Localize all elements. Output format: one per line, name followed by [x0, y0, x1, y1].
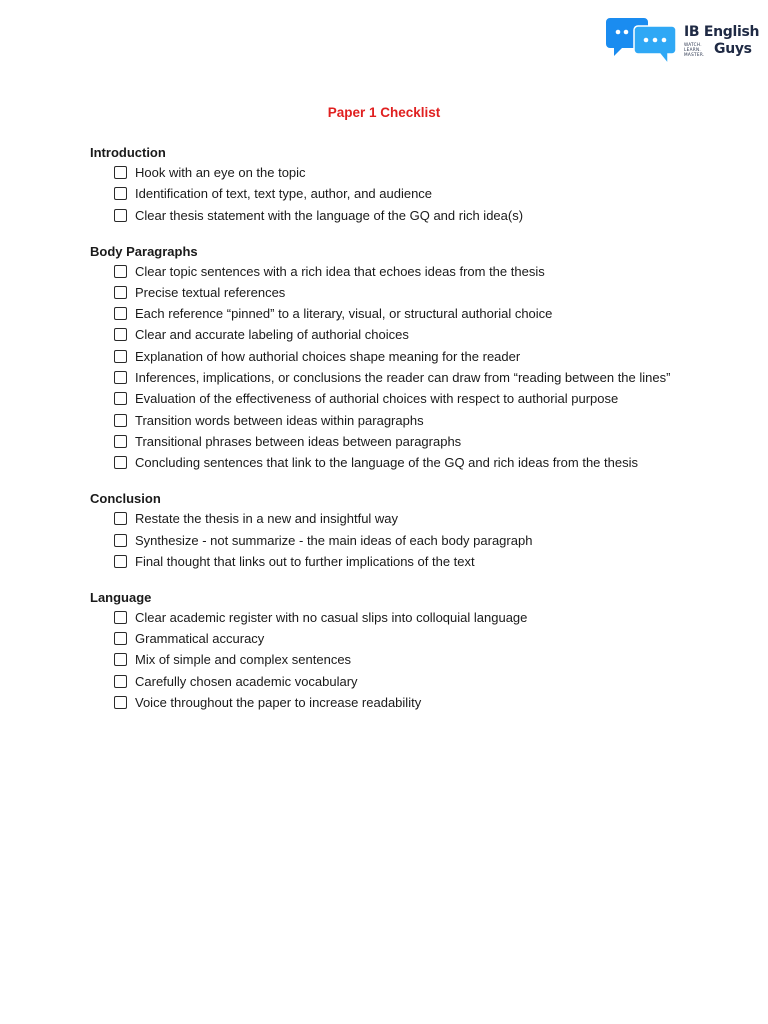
page-title: Paper 1 Checklist [327, 105, 441, 120]
checkbox[interactable] [114, 632, 127, 645]
checklist-item [90, 553, 680, 571]
section-heading: Body Paragraphs [90, 243, 198, 259]
checklist-item [90, 532, 680, 550]
item-label: Transition words between ideas within paragraphs [135, 412, 424, 428]
logo-name-line1: IB English [684, 24, 760, 40]
checklist-item [90, 390, 680, 408]
checkbox[interactable] [114, 371, 127, 384]
section-heading: Language [90, 589, 152, 605]
checklist [90, 144, 680, 730]
item-label: Precise textual references [135, 284, 286, 300]
checkbox[interactable] [114, 696, 127, 709]
item-label: Each reference “pinned” to a literary, visual, or structural authorial choice [135, 306, 553, 322]
checkbox[interactable] [114, 209, 127, 222]
item-label: Mix of simple and complex sentences [135, 652, 352, 668]
item-label: Synthesize - not summarize - the main ideas of each body paragraph [135, 532, 533, 548]
checkbox[interactable] [114, 555, 127, 568]
checkbox[interactable] [114, 307, 127, 320]
item-label: Concluding sentences that link to the language of the GQ and rich ideas from the thesis [135, 455, 638, 471]
item-label: Voice throughout the paper to increase readability [135, 695, 422, 711]
section-body-paragraphs [90, 243, 680, 473]
checklist-item [90, 305, 680, 323]
checkbox[interactable] [114, 512, 127, 525]
checkbox[interactable] [114, 187, 127, 200]
checkbox[interactable] [114, 265, 127, 278]
item-label: Explanation of how authorial choices shape meaning for the reader [135, 348, 521, 364]
checkbox[interactable] [114, 286, 127, 299]
checkbox[interactable] [114, 350, 127, 363]
item-label: Clear academic register with no casual slips into colloquial language [135, 609, 528, 625]
checkbox[interactable] [114, 653, 127, 666]
section-language [90, 589, 680, 712]
item-label: Evaluation of the effectiveness of authorial choices with respect to authorial purpose [135, 391, 619, 407]
item-label: Transitional phrases between ideas between paragraphs [135, 433, 462, 449]
ib-english-guys-logo [606, 18, 760, 70]
checklist-item [90, 433, 680, 451]
checklist-items [90, 609, 680, 712]
checklist-item [90, 185, 680, 203]
checkbox[interactable] [114, 166, 127, 179]
checklist-items [90, 263, 680, 473]
item-label: Clear topic sentences with a rich idea that echoes ideas from the thesis [135, 263, 545, 279]
checklist-item [90, 164, 680, 182]
checklist-item [90, 369, 680, 387]
checklist-item [90, 207, 680, 225]
checkbox[interactable] [114, 328, 127, 341]
logo-tagline: WATCH. LEARN. MASTER. [684, 42, 705, 57]
checklist-item [90, 609, 680, 627]
chat-bubbles-icon [606, 18, 680, 70]
checklist-item [90, 454, 680, 472]
item-label: Clear and accurate labeling of authorial choices [135, 327, 409, 343]
checkbox[interactable] [114, 456, 127, 469]
checkbox[interactable] [114, 392, 127, 405]
section-heading: Introduction [90, 145, 166, 160]
section-conclusion [90, 490, 680, 571]
item-label: Final thought that links out to further implications of the text [135, 553, 475, 569]
checklist-item [90, 326, 680, 344]
checklist-item [90, 510, 680, 528]
checkbox[interactable] [114, 435, 127, 448]
section-heading: Conclusion [90, 491, 161, 507]
checklist-item [90, 651, 680, 669]
item-label: Identification of text, text type, author, and audience [135, 186, 433, 202]
checklist-item [90, 284, 680, 302]
item-label: Restate the thesis in a new and insightful way [135, 511, 399, 527]
item-label: Clear thesis statement with the language of the GQ and rich idea(s) [135, 207, 524, 223]
item-label: Grammatical accuracy [135, 631, 265, 647]
checklist-item [90, 630, 680, 648]
checkbox[interactable] [114, 534, 127, 547]
checklist-item [90, 263, 680, 281]
checklist-item [90, 412, 680, 430]
item-label: Hook with an eye on the topic [135, 165, 306, 180]
checklist-items [90, 164, 680, 225]
checkbox[interactable] [114, 611, 127, 624]
checklist-item [90, 348, 680, 366]
section-introduction [90, 144, 680, 225]
item-label: Carefully chosen academic vocabulary [135, 673, 358, 689]
checkbox[interactable] [114, 675, 127, 688]
checklist-item [90, 694, 680, 712]
checklist-items [90, 510, 680, 571]
logo-name-line2: Guys [714, 41, 752, 57]
checklist-item [90, 673, 680, 691]
item-label: Inferences, implications, or conclusions the reader can draw from “reading between the lines” [135, 370, 671, 386]
checkbox[interactable] [114, 414, 127, 427]
